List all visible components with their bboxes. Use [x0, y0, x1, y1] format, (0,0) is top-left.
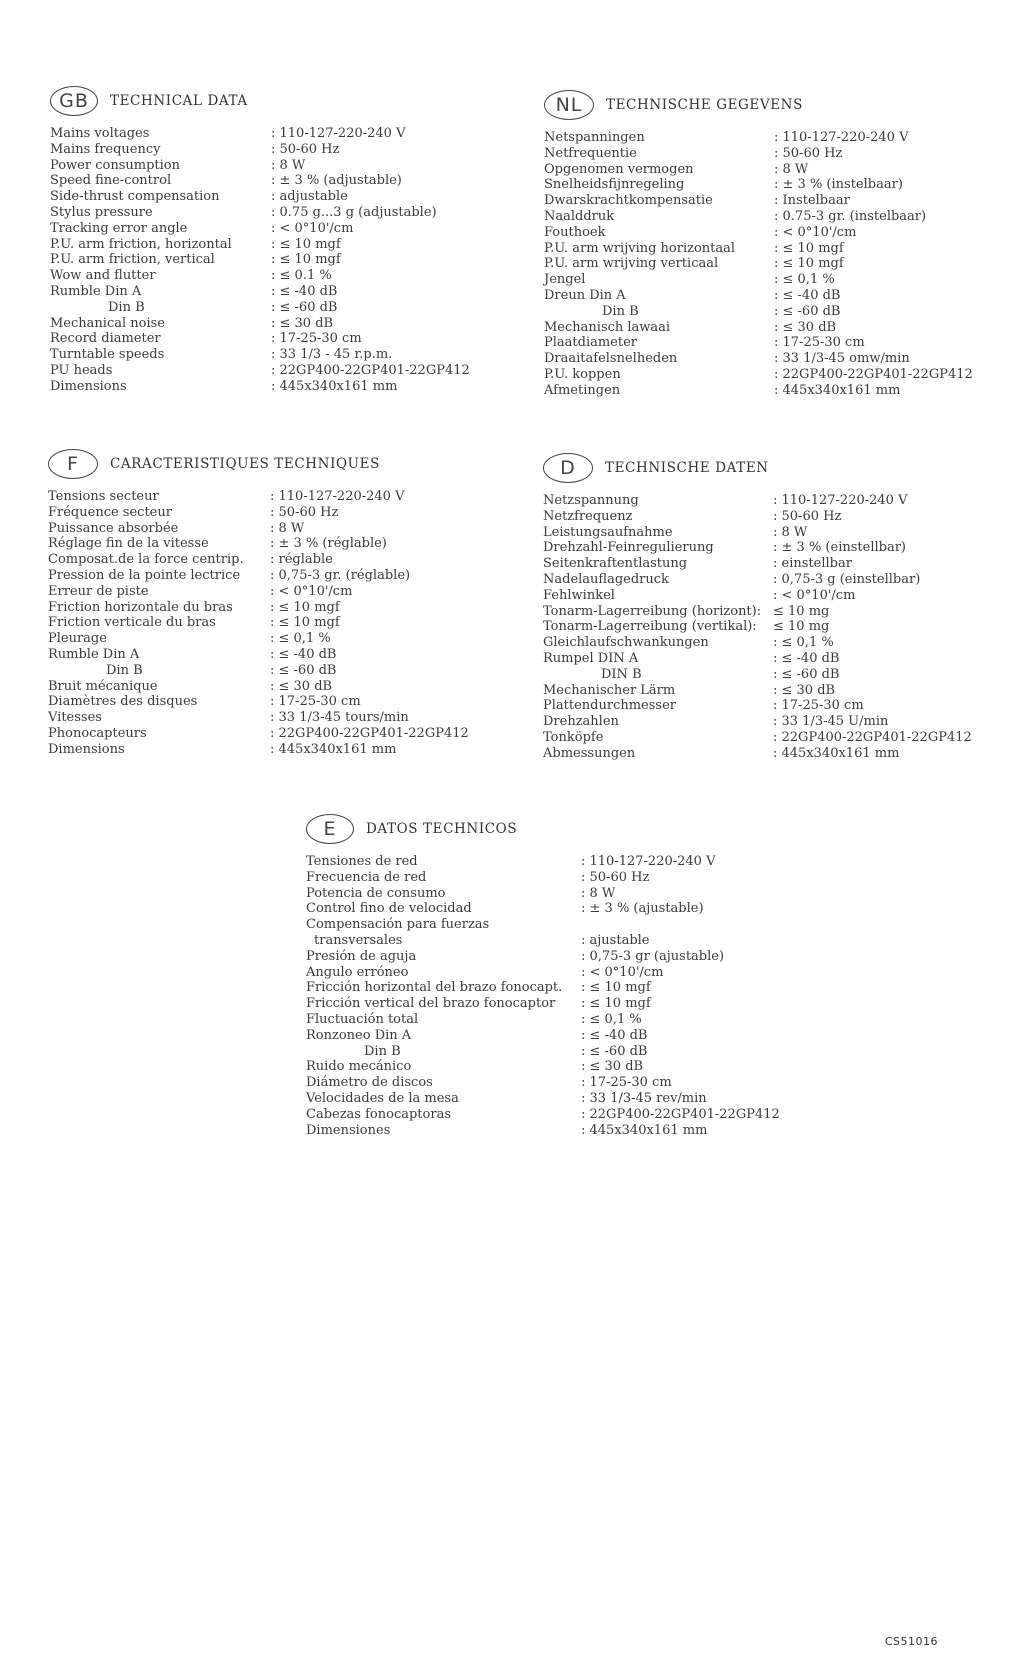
- spec-value: : ≤ -60 dB: [271, 300, 337, 316]
- spec-value: ≤ 10 mg: [773, 619, 830, 635]
- spec-row: [543, 651, 1003, 667]
- spec-value: : 22GP400-22GP401-22GP412: [270, 726, 469, 742]
- spec-row: [48, 647, 488, 663]
- spec-label: P.U. koppen: [544, 366, 621, 382]
- spec-label: Snelheidsfijnregeling: [544, 177, 685, 193]
- spec-label: Bruit mécanique: [48, 678, 158, 694]
- spec-row: [48, 505, 488, 521]
- spec-row: [544, 130, 1004, 146]
- spec-row: [544, 288, 1004, 304]
- spec-row: [543, 746, 1003, 762]
- spec-value: : 8 W: [271, 158, 305, 174]
- spec-value: : 50-60 Hz: [270, 505, 338, 521]
- spec-table: [50, 126, 480, 395]
- spec-value: : ≤ -60 dB: [581, 1044, 647, 1060]
- spec-label: Control fino de velocidad: [306, 901, 472, 917]
- spec-label: Fehlwinkel: [543, 587, 615, 603]
- spec-row: [306, 1044, 826, 1060]
- spec-label: Vitesses: [48, 710, 102, 726]
- spec-label: Compensación para fuerzas: [306, 917, 490, 933]
- document-id: CS51016: [884, 1635, 938, 1648]
- spec-label: Seitenkraftentlastung: [543, 556, 688, 572]
- spec-label: Potencia de consumo: [306, 885, 446, 901]
- spec-value: : ± 3 % (instelbaar): [774, 177, 903, 193]
- language-badge: F: [48, 449, 98, 479]
- spec-row: [544, 241, 1004, 257]
- spec-label: Plaatdiameter: [544, 335, 638, 351]
- section-d: [543, 451, 1003, 762]
- spec-value: : ≤ 10 mgf: [774, 256, 844, 272]
- spec-value: : 445x340x161 mm: [270, 742, 396, 758]
- spec-label: Gleichlaufschwankungen: [543, 635, 709, 651]
- spec-label: Tonarm-Lagerreibung (horizont):: [543, 603, 762, 619]
- spec-value: : 8 W: [270, 521, 304, 537]
- spec-label: Din B: [364, 1043, 401, 1059]
- spec-label: Drehzahl-Feinregulierung: [543, 540, 714, 556]
- spec-row: [306, 1107, 826, 1123]
- spec-row: [544, 225, 1004, 241]
- spec-value: : 8 W: [773, 525, 807, 541]
- spec-value: : 445x340x161 mm: [774, 383, 900, 399]
- spec-label: P.U. arm friction, horizontal: [50, 236, 232, 252]
- spec-label: Cabezas fonocaptoras: [306, 1106, 451, 1122]
- spec-label: Netfrequentie: [544, 145, 637, 161]
- spec-value: : einstellbar: [773, 556, 852, 572]
- spec-row: [50, 379, 480, 395]
- spec-row: [544, 272, 1004, 288]
- spec-value: : ± 3 % (adjustable): [271, 173, 402, 189]
- section-nl: [544, 88, 1004, 399]
- spec-row: [543, 556, 1003, 572]
- spec-row: [306, 996, 826, 1012]
- spec-table: [543, 493, 1003, 762]
- spec-value: : 33 1/3 - 45 r.p.m.: [271, 347, 392, 363]
- spec-value: : ≤ 10 mgf: [581, 996, 651, 1012]
- spec-value: : 17-25-30 cm: [773, 698, 864, 714]
- spec-row: [306, 901, 826, 917]
- spec-value: : < 0°10'/cm: [581, 965, 663, 981]
- spec-value: : 445x340x161 mm: [773, 746, 899, 762]
- spec-row: [48, 584, 488, 600]
- spec-label: Mechanisch lawaai: [544, 319, 671, 335]
- spec-row: [50, 237, 480, 253]
- spec-row: [48, 694, 488, 710]
- spec-label: Composat.de la force centrip.: [48, 552, 244, 568]
- spec-row: [306, 1075, 826, 1091]
- spec-row: [544, 383, 1004, 399]
- spec-value: : 110-127-220-240 V: [270, 489, 404, 505]
- spec-value: : 110-127-220-240 V: [581, 854, 715, 870]
- spec-label: Puissance absorbée: [48, 520, 179, 536]
- spec-row: [48, 521, 488, 537]
- spec-label: Pression de la pointe lectrice: [48, 567, 241, 583]
- spec-value: : ≤ -40 dB: [581, 1028, 647, 1044]
- spec-value: : 22GP400-22GP401-22GP412: [773, 730, 972, 746]
- spec-row: [48, 600, 488, 616]
- spec-label: Phonocapteurs: [48, 725, 147, 741]
- spec-value: : 8 W: [581, 886, 615, 902]
- spec-label: transversales: [314, 932, 403, 948]
- spec-value: : 445x340x161 mm: [581, 1123, 707, 1139]
- spec-label: P.U. arm friction, vertical: [50, 252, 215, 268]
- spec-label: Tonarm-Lagerreibung (vertikal):: [543, 619, 757, 635]
- spec-row: [544, 146, 1004, 162]
- spec-row: [48, 742, 488, 758]
- spec-value: : ≤ -40 dB: [774, 288, 840, 304]
- spec-label: Din B: [108, 299, 145, 315]
- section-header: [50, 84, 480, 118]
- spec-value: : < 0°10'/cm: [774, 225, 856, 241]
- spec-row: [50, 252, 480, 268]
- spec-label: Diamètres des disques: [48, 694, 198, 710]
- spec-value: : Instelbaar: [774, 193, 850, 209]
- spec-row: [306, 886, 826, 902]
- spec-value: : 0,75-3 gr (ajustable): [581, 949, 724, 965]
- spec-row: [306, 965, 826, 981]
- spec-value: : 50-60 Hz: [774, 146, 842, 162]
- spec-value: : ≤ -60 dB: [270, 663, 336, 679]
- spec-label: Angulo erróneo: [306, 964, 409, 980]
- section-gb: [50, 84, 480, 395]
- spec-label: Side-thrust compensation: [50, 189, 220, 205]
- spec-value: : 33 1/3-45 omw/min: [774, 351, 910, 367]
- spec-row: [543, 588, 1003, 604]
- spec-row: [48, 663, 488, 679]
- section-header: [48, 447, 488, 481]
- spec-label: Fouthoek: [544, 224, 606, 240]
- spec-row: [50, 189, 480, 205]
- language-badge: E: [306, 814, 354, 844]
- spec-value: : < 0°10'/cm: [270, 584, 352, 600]
- spec-row: [544, 304, 1004, 320]
- spec-table: [48, 489, 488, 758]
- spec-row: [50, 331, 480, 347]
- spec-value: : 33 1/3-45 U/min: [773, 714, 888, 730]
- spec-label: Nadelauflagedruck: [543, 571, 669, 587]
- spec-value: : ≤ 10 mgf: [270, 600, 340, 616]
- spec-value: : < 0°10'/cm: [271, 221, 353, 237]
- spec-label: Netspanningen: [544, 130, 645, 145]
- spec-value: : 22GP400-22GP401-22GP412: [581, 1107, 780, 1123]
- spec-row: [50, 173, 480, 189]
- spec-value: : 17-25-30 cm: [581, 1075, 672, 1091]
- spec-value: : ± 3 % (réglable): [270, 536, 387, 552]
- spec-label: Tracking error angle: [50, 220, 188, 236]
- spec-row: [48, 568, 488, 584]
- spec-value: : ≤ -60 dB: [773, 667, 839, 683]
- spec-value: : 17-25-30 cm: [270, 694, 361, 710]
- spec-row: [50, 347, 480, 363]
- spec-value: : ≤ 30 dB: [774, 320, 836, 336]
- spec-row: [48, 615, 488, 631]
- spec-label: Dwarskrachtkompensatie: [544, 193, 713, 209]
- spec-label: Rumpel DIN A: [543, 650, 639, 666]
- spec-value: : ≤ -60 dB: [774, 304, 840, 320]
- spec-row: [543, 493, 1003, 509]
- spec-row: [543, 540, 1003, 556]
- spec-value: : 0.75 g...3 g (adjustable): [271, 205, 437, 221]
- spec-value: : 50-60 Hz: [271, 142, 339, 158]
- spec-value: : 17-25-30 cm: [271, 331, 362, 347]
- spec-row: [306, 1012, 826, 1028]
- section-title: DATOS TECHNICOS: [366, 821, 518, 837]
- spec-value: : ≤ 10 mgf: [271, 252, 341, 268]
- spec-value: : ≤ -40 dB: [270, 647, 336, 663]
- language-badge: NL: [544, 90, 594, 120]
- spec-row: [544, 256, 1004, 272]
- spec-label: Fréquence secteur: [48, 504, 172, 520]
- spec-row: [306, 917, 826, 933]
- spec-value: : réglable: [270, 552, 333, 568]
- spec-row: [543, 698, 1003, 714]
- section-f: [48, 447, 488, 758]
- spec-label: Turntable speeds: [50, 347, 165, 363]
- spec-row: [306, 854, 826, 870]
- spec-label: Friction horizontale du bras: [48, 599, 233, 615]
- spec-value: : 22GP400-22GP401-22GP412: [271, 363, 470, 379]
- spec-label: Record diameter: [50, 331, 161, 347]
- spec-label: Presión de aguja: [306, 948, 417, 964]
- spec-row: [48, 552, 488, 568]
- spec-row: [50, 284, 480, 300]
- spec-row: [544, 162, 1004, 178]
- spec-value: : 110-127-220-240 V: [774, 130, 908, 146]
- spec-label: Fricción vertical del brazo fonocaptor: [306, 996, 556, 1012]
- language-badge: GB: [50, 86, 98, 116]
- spec-label: Rumble Din A: [48, 646, 140, 662]
- spec-row: [50, 205, 480, 221]
- spec-value: : ≤ 0,1 %: [773, 635, 834, 651]
- spec-label: Tensiones de red: [306, 854, 418, 869]
- spec-row: [543, 509, 1003, 525]
- spec-row: [543, 667, 1003, 683]
- spec-label: Dreun Din A: [544, 287, 626, 303]
- spec-value: : 33 1/3-45 rev/min: [581, 1091, 707, 1107]
- spec-row: [50, 268, 480, 284]
- spec-label: Plattendurchmesser: [543, 698, 677, 714]
- spec-label: Mechanical noise: [50, 315, 165, 331]
- section-e: [306, 812, 826, 1138]
- spec-label: Dimensions: [50, 378, 127, 394]
- spec-label: Afmetingen: [544, 382, 621, 398]
- spec-row: [48, 631, 488, 647]
- spec-row: [50, 316, 480, 332]
- spec-row: [544, 320, 1004, 336]
- spec-label: Mains frequency: [50, 141, 161, 157]
- spec-label: Dimensiones: [306, 1122, 391, 1138]
- spec-row: [48, 489, 488, 505]
- spec-row: [543, 619, 1003, 635]
- spec-value: : 110-127-220-240 V: [773, 493, 907, 509]
- spec-row: [50, 158, 480, 174]
- section-title: TECHNISCHE DATEN: [605, 460, 769, 476]
- spec-label: Naalddruk: [544, 208, 615, 224]
- spec-value: : ≤ 30 dB: [270, 679, 332, 695]
- language-badge: D: [543, 453, 593, 483]
- spec-value: : 0,75-3 g (einstellbar): [773, 572, 920, 588]
- spec-label: Mechanischer Lärm: [543, 682, 676, 698]
- spec-row: [544, 351, 1004, 367]
- spec-value: : ≤ 0,1 %: [774, 272, 835, 288]
- section-title: TECHNISCHE GEGEVENS: [606, 97, 803, 113]
- spec-row: [543, 572, 1003, 588]
- spec-label: Frecuencia de red: [306, 869, 427, 885]
- spec-label: Réglage fin de la vitesse: [48, 536, 209, 552]
- spec-row: [544, 177, 1004, 193]
- spec-table: [544, 130, 1004, 399]
- spec-value: : 50-60 Hz: [581, 870, 649, 886]
- spec-label: Din B: [602, 303, 639, 319]
- spec-value: : ≤ 0,1 %: [270, 631, 331, 647]
- spec-row: [48, 726, 488, 742]
- spec-label: Velocidades de la mesa: [306, 1090, 459, 1106]
- spec-label: P.U. arm wrijving horizontaal: [544, 240, 736, 256]
- spec-row: [48, 710, 488, 726]
- spec-row: [306, 1059, 826, 1075]
- spec-label: Ronzoneo Din A: [306, 1027, 412, 1043]
- spec-label: Drehzahlen: [543, 714, 619, 730]
- spec-row: [544, 209, 1004, 225]
- spec-label: Abmessungen: [543, 745, 636, 761]
- spec-row: [306, 1091, 826, 1107]
- spec-label: Opgenomen vermogen: [544, 161, 694, 177]
- spec-label: Tensions secteur: [48, 489, 159, 504]
- spec-label: Tonköpfe: [543, 729, 604, 745]
- spec-label: Draaitafelsnelheden: [544, 351, 678, 367]
- spec-row: [306, 933, 826, 949]
- spec-label: Dimensions: [48, 741, 125, 757]
- spec-row: [543, 714, 1003, 730]
- spec-label: P.U. arm wrijving verticaal: [544, 256, 719, 272]
- spec-label: Leistungsaufnahme: [543, 524, 673, 540]
- spec-value: : ≤ 10 mgf: [581, 980, 651, 996]
- spec-value: : ≤ 10 mgf: [271, 237, 341, 253]
- spec-value: : 50-60 Hz: [773, 509, 841, 525]
- spec-row: [48, 536, 488, 552]
- section-title: TECHNICAL DATA: [110, 93, 248, 109]
- section-header: [543, 451, 1003, 485]
- section-title: CARACTERISTIQUES TECHNIQUES: [110, 456, 380, 472]
- spec-label: Netzspannung: [543, 493, 639, 508]
- spec-row: [544, 335, 1004, 351]
- spec-label: Fricción horizontal del brazo fonocapt.: [306, 980, 563, 996]
- spec-label: Mains voltages: [50, 126, 150, 141]
- spec-row: [50, 300, 480, 316]
- spec-row: [543, 525, 1003, 541]
- spec-value: ≤ 10 mg: [773, 603, 830, 619]
- spec-value: : 8 W: [774, 162, 808, 178]
- spec-label: DIN B: [601, 666, 642, 682]
- spec-value: : ≤ 10 mgf: [774, 241, 844, 257]
- spec-value: : 445x340x161 mm: [271, 379, 397, 395]
- spec-value: : ± 3 % (ajustable): [581, 901, 704, 917]
- spec-value: : 17-25-30 cm: [774, 335, 865, 351]
- spec-label: Pleurage: [48, 631, 107, 647]
- spec-value: : ≤ 30 dB: [271, 316, 333, 332]
- section-header: [544, 88, 1004, 122]
- spec-row: [543, 683, 1003, 699]
- spec-label: Friction verticale du bras: [48, 615, 216, 631]
- spec-value: : ≤ 0,1 %: [581, 1012, 642, 1028]
- spec-value: : ≤ 0.1 %: [271, 268, 332, 284]
- spec-table: [306, 854, 826, 1138]
- spec-value: : 33 1/3-45 tours/min: [270, 710, 409, 726]
- spec-value: : ajustable: [581, 933, 650, 949]
- spec-row: [543, 604, 1003, 620]
- spec-row: [50, 142, 480, 158]
- spec-label: Wow and flutter: [50, 268, 156, 284]
- spec-row: [306, 949, 826, 965]
- spec-row: [544, 193, 1004, 209]
- spec-row: [48, 679, 488, 695]
- spec-label: Ruido mecánico: [306, 1059, 412, 1075]
- spec-label: Jengel: [544, 272, 586, 288]
- spec-value: : ≤ 30 dB: [773, 683, 835, 699]
- spec-label: Din B: [106, 662, 143, 678]
- spec-label: Diámetro de discos: [306, 1075, 433, 1091]
- spec-row: [306, 1028, 826, 1044]
- spec-label: Speed fine-control: [50, 173, 172, 189]
- section-header: [306, 812, 826, 846]
- spec-label: Erreur de piste: [48, 583, 149, 599]
- spec-row: [543, 635, 1003, 651]
- spec-label: Rumble Din A: [50, 283, 142, 299]
- spec-value: : < 0°10'/cm: [773, 588, 855, 604]
- spec-row: [306, 870, 826, 886]
- spec-label: Fluctuación total: [306, 1011, 419, 1027]
- spec-value: : 0.75-3 gr. (instelbaar): [774, 209, 926, 225]
- spec-label: Power consumption: [50, 157, 180, 173]
- spec-value: : ≤ -40 dB: [271, 284, 337, 300]
- spec-row: [50, 126, 480, 142]
- spec-value: : ≤ 30 dB: [581, 1059, 643, 1075]
- spec-value: : 0,75-3 gr. (réglable): [270, 568, 410, 584]
- spec-row: [50, 363, 480, 379]
- spec-row: [544, 367, 1004, 383]
- spec-value: : ≤ -40 dB: [773, 651, 839, 667]
- spec-row: [306, 980, 826, 996]
- spec-value: : adjustable: [271, 189, 348, 205]
- spec-row: [306, 1123, 826, 1139]
- spec-row: [543, 730, 1003, 746]
- spec-value: : 110-127-220-240 V: [271, 126, 405, 142]
- spec-label: PU heads: [50, 362, 113, 378]
- spec-value: : ± 3 % (einstellbar): [773, 540, 906, 556]
- spec-label: Netzfrequenz: [543, 508, 633, 524]
- spec-value: : 22GP400-22GP401-22GP412: [774, 367, 973, 383]
- spec-label: Stylus pressure: [50, 204, 153, 220]
- spec-value: : ≤ 10 mgf: [270, 615, 340, 631]
- spec-row: [50, 221, 480, 237]
